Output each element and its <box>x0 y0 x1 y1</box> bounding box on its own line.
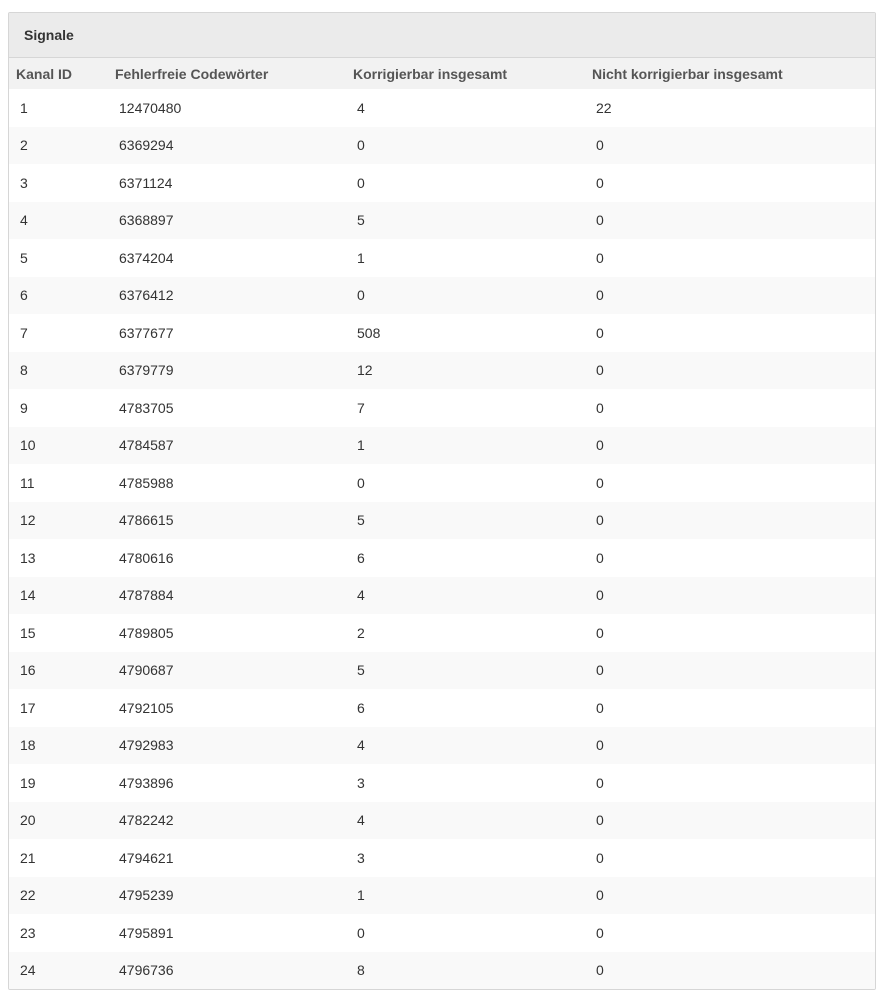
kanal-id-cell: 3 <box>9 164 108 202</box>
fehlerfreie-codewoerter-cell: 6379779 <box>108 352 346 390</box>
column-header-korrigierbar: Korrigierbar insgesamt <box>346 58 585 89</box>
kanal-id-cell: 23 <box>9 914 108 952</box>
fehlerfreie-codewoerter-cell: 4792983 <box>108 727 346 765</box>
kanal-id-cell: 6 <box>9 277 108 315</box>
korrigierbar-cell: 3 <box>346 839 585 877</box>
signals-table <box>9 58 876 989</box>
nicht-korrigierbar-cell: 0 <box>585 464 876 502</box>
fehlerfreie-codewoerter-cell: 4780616 <box>108 539 346 577</box>
table-row <box>9 802 876 840</box>
korrigierbar-cell: 6 <box>346 689 585 727</box>
nicht-korrigierbar-cell: 0 <box>585 127 876 165</box>
nicht-korrigierbar-cell: 0 <box>585 202 876 240</box>
korrigierbar-cell: 5 <box>346 202 585 240</box>
nicht-korrigierbar-cell: 0 <box>585 689 876 727</box>
nicht-korrigierbar-cell: 0 <box>585 614 876 652</box>
fehlerfreie-codewoerter-cell: 4794621 <box>108 839 346 877</box>
fehlerfreie-codewoerter-cell: 4789805 <box>108 614 346 652</box>
signals-panel <box>8 12 876 990</box>
column-header-nicht-korrigierbar: Nicht korrigierbar insgesamt <box>585 58 876 89</box>
table-row <box>9 202 876 240</box>
table-row <box>9 577 876 615</box>
nicht-korrigierbar-cell: 0 <box>585 727 876 765</box>
table-row <box>9 914 876 952</box>
table-row <box>9 89 876 127</box>
nicht-korrigierbar-cell: 0 <box>585 352 876 390</box>
nicht-korrigierbar-cell: 0 <box>585 239 876 277</box>
fehlerfreie-codewoerter-cell: 4785988 <box>108 464 346 502</box>
fehlerfreie-codewoerter-cell: 12470480 <box>108 89 346 127</box>
nicht-korrigierbar-cell: 0 <box>585 577 876 615</box>
table-row <box>9 689 876 727</box>
table-row <box>9 652 876 690</box>
kanal-id-cell: 12 <box>9 502 108 540</box>
korrigierbar-cell: 0 <box>346 914 585 952</box>
fehlerfreie-codewoerter-cell: 4786615 <box>108 502 346 540</box>
fehlerfreie-codewoerter-cell: 6376412 <box>108 277 346 315</box>
korrigierbar-cell: 0 <box>346 464 585 502</box>
header-row <box>9 58 876 89</box>
korrigierbar-cell: 5 <box>346 652 585 690</box>
fehlerfreie-codewoerter-cell: 4795891 <box>108 914 346 952</box>
kanal-id-cell: 21 <box>9 839 108 877</box>
korrigierbar-cell: 0 <box>346 127 585 165</box>
table-row <box>9 277 876 315</box>
kanal-id-cell: 15 <box>9 614 108 652</box>
nicht-korrigierbar-cell: 0 <box>585 539 876 577</box>
nicht-korrigierbar-cell: 0 <box>585 764 876 802</box>
kanal-id-cell: 24 <box>9 952 108 990</box>
nicht-korrigierbar-cell: 0 <box>585 427 876 465</box>
fehlerfreie-codewoerter-cell: 4793896 <box>108 764 346 802</box>
korrigierbar-cell: 6 <box>346 539 585 577</box>
kanal-id-cell: 22 <box>9 877 108 915</box>
table-row <box>9 427 876 465</box>
fehlerfreie-codewoerter-cell: 4782242 <box>108 802 346 840</box>
kanal-id-cell: 2 <box>9 127 108 165</box>
table-header <box>9 58 876 89</box>
kanal-id-cell: 8 <box>9 352 108 390</box>
korrigierbar-cell: 7 <box>346 389 585 427</box>
nicht-korrigierbar-cell: 0 <box>585 389 876 427</box>
nicht-korrigierbar-cell: 0 <box>585 277 876 315</box>
nicht-korrigierbar-cell: 0 <box>585 652 876 690</box>
nicht-korrigierbar-cell: 0 <box>585 877 876 915</box>
fehlerfreie-codewoerter-cell: 4787884 <box>108 577 346 615</box>
kanal-id-cell: 11 <box>9 464 108 502</box>
table-row <box>9 727 876 765</box>
table-row <box>9 389 876 427</box>
fehlerfreie-codewoerter-cell: 6374204 <box>108 239 346 277</box>
table-body <box>9 89 876 989</box>
nicht-korrigierbar-cell: 22 <box>585 89 876 127</box>
korrigierbar-cell: 0 <box>346 277 585 315</box>
table-row <box>9 164 876 202</box>
korrigierbar-cell: 3 <box>346 764 585 802</box>
nicht-korrigierbar-cell: 0 <box>585 802 876 840</box>
korrigierbar-cell: 12 <box>346 352 585 390</box>
fehlerfreie-codewoerter-cell: 4784587 <box>108 427 346 465</box>
korrigierbar-cell: 4 <box>346 802 585 840</box>
nicht-korrigierbar-cell: 0 <box>585 839 876 877</box>
fehlerfreie-codewoerter-cell: 4796736 <box>108 952 346 990</box>
fehlerfreie-codewoerter-cell: 6371124 <box>108 164 346 202</box>
fehlerfreie-codewoerter-cell: 4795239 <box>108 877 346 915</box>
kanal-id-cell: 17 <box>9 689 108 727</box>
korrigierbar-cell: 508 <box>346 314 585 352</box>
table-row <box>9 314 876 352</box>
kanal-id-cell: 20 <box>9 802 108 840</box>
fehlerfreie-codewoerter-cell: 6369294 <box>108 127 346 165</box>
table-row <box>9 127 876 165</box>
fehlerfreie-codewoerter-cell: 6368897 <box>108 202 346 240</box>
table-row <box>9 952 876 990</box>
panel-title: Signale <box>9 13 875 58</box>
korrigierbar-cell: 4 <box>346 577 585 615</box>
table-row <box>9 764 876 802</box>
table-row <box>9 239 876 277</box>
table-row <box>9 539 876 577</box>
kanal-id-cell: 19 <box>9 764 108 802</box>
table-row <box>9 839 876 877</box>
fehlerfreie-codewoerter-cell: 4790687 <box>108 652 346 690</box>
table-row <box>9 352 876 390</box>
kanal-id-cell: 16 <box>9 652 108 690</box>
fehlerfreie-codewoerter-cell: 4792105 <box>108 689 346 727</box>
nicht-korrigierbar-cell: 0 <box>585 502 876 540</box>
fehlerfreie-codewoerter-cell: 4783705 <box>108 389 346 427</box>
nicht-korrigierbar-cell: 0 <box>585 164 876 202</box>
nicht-korrigierbar-cell: 0 <box>585 914 876 952</box>
korrigierbar-cell: 4 <box>346 727 585 765</box>
table-row <box>9 464 876 502</box>
kanal-id-cell: 18 <box>9 727 108 765</box>
korrigierbar-cell: 1 <box>346 427 585 465</box>
kanal-id-cell: 5 <box>9 239 108 277</box>
kanal-id-cell: 13 <box>9 539 108 577</box>
korrigierbar-cell: 1 <box>346 877 585 915</box>
table-row <box>9 877 876 915</box>
table-row <box>9 502 876 540</box>
korrigierbar-cell: 1 <box>346 239 585 277</box>
nicht-korrigierbar-cell: 0 <box>585 314 876 352</box>
kanal-id-cell: 14 <box>9 577 108 615</box>
kanal-id-cell: 9 <box>9 389 108 427</box>
kanal-id-cell: 4 <box>9 202 108 240</box>
korrigierbar-cell: 8 <box>346 952 585 990</box>
korrigierbar-cell: 0 <box>346 164 585 202</box>
korrigierbar-cell: 5 <box>346 502 585 540</box>
kanal-id-cell: 10 <box>9 427 108 465</box>
table-row <box>9 614 876 652</box>
korrigierbar-cell: 2 <box>346 614 585 652</box>
kanal-id-cell: 1 <box>9 89 108 127</box>
kanal-id-cell: 7 <box>9 314 108 352</box>
column-header-kanal-id: Kanal ID <box>9 58 108 89</box>
korrigierbar-cell: 4 <box>346 89 585 127</box>
fehlerfreie-codewoerter-cell: 6377677 <box>108 314 346 352</box>
column-header-fehlerfreie-codewoerter: Fehlerfreie Codewörter <box>108 58 346 89</box>
nicht-korrigierbar-cell: 0 <box>585 952 876 990</box>
